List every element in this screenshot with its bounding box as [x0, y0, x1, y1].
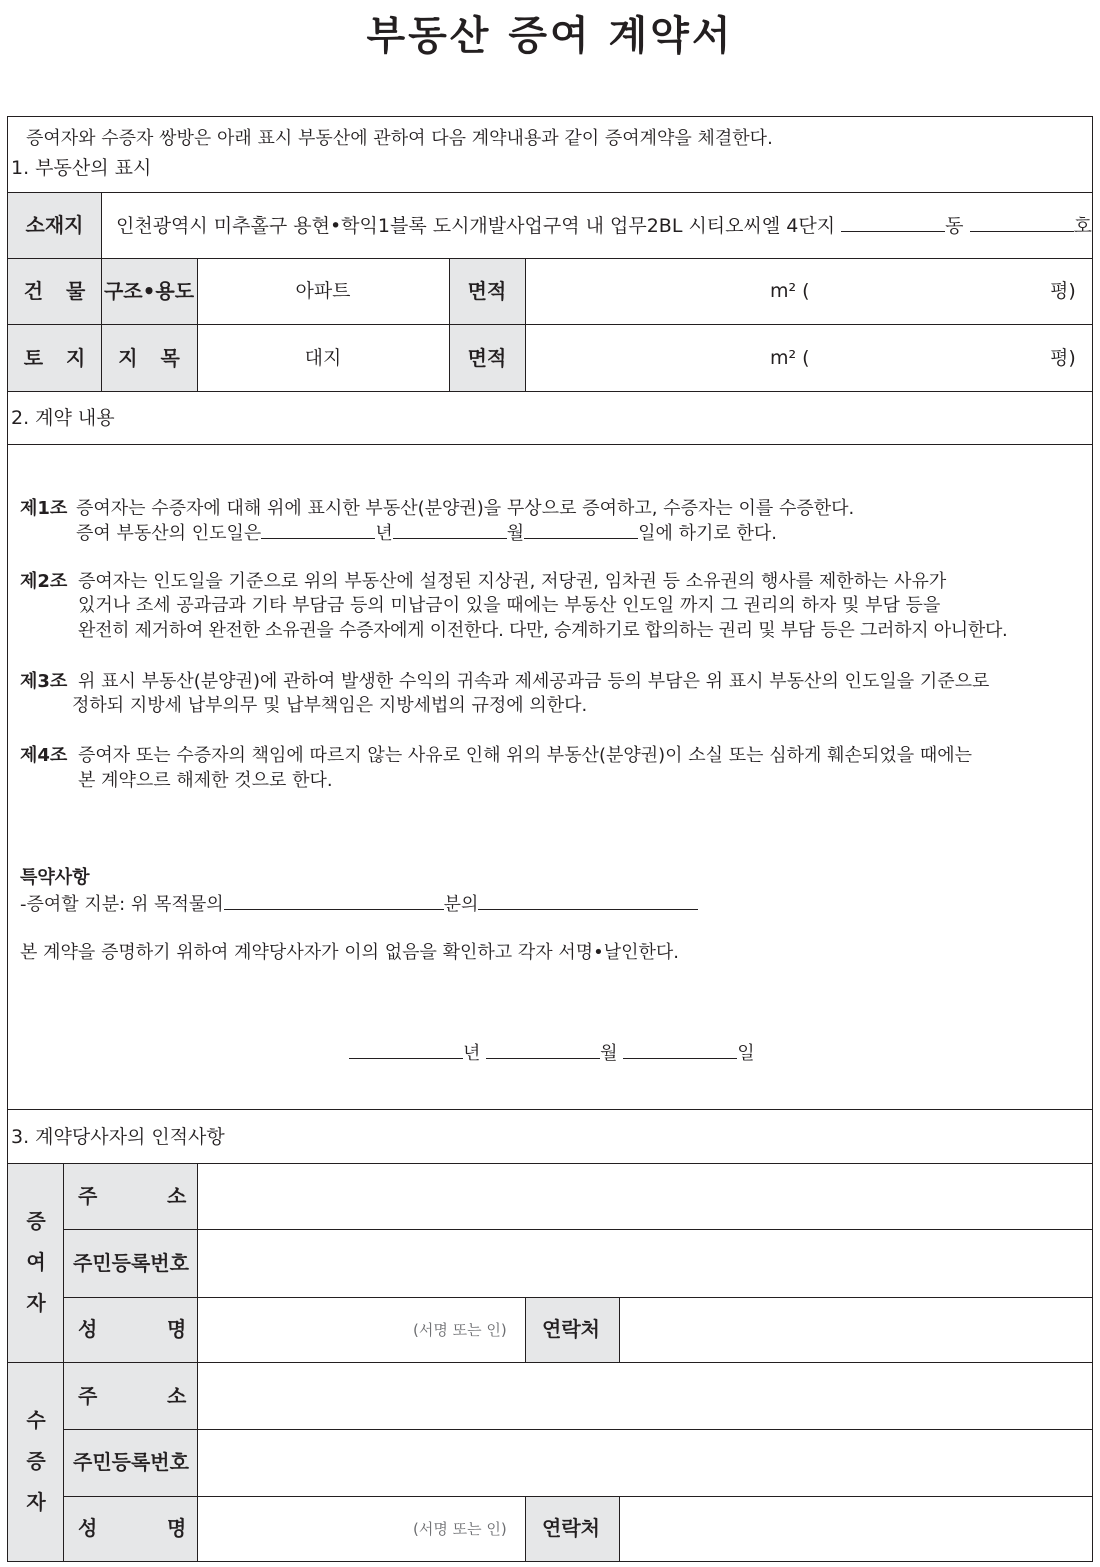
donor-address-label: 주 소	[78, 1184, 187, 1208]
contract-day-blank[interactable]	[623, 1041, 737, 1059]
donee-id-field[interactable]	[198, 1430, 1092, 1496]
land-area-label: 면적	[467, 346, 507, 370]
dong-blank[interactable]	[841, 214, 945, 232]
rule	[525, 1496, 526, 1561]
ho-suffix: 호	[1073, 215, 1092, 237]
intro-text: 증여자와 수증자 쌍방은 아래 표시 부동산에 관하여 다음 계약내용과 같이 증여계약을 체결한다.	[26, 128, 773, 149]
land-value: 대지	[304, 347, 342, 369]
donee-contact-label: 연락처	[542, 1516, 600, 1540]
closing-statement: 본 계약을 증명하기 위하여 계약당사자가 이의 없음을 확인하고 각자 서명•날인한다.	[20, 942, 680, 963]
handover-day-suffix: 일에 하기로 한다.	[638, 523, 777, 544]
share-numerator-blank[interactable]	[478, 892, 698, 910]
donor-char: 여	[26, 1250, 46, 1274]
donee-label	[8, 1400, 64, 1523]
article4-line2: 본 계약으르 해제한 것으로 한다.	[78, 770, 333, 791]
handover-year-blank[interactable]	[261, 521, 375, 539]
article1-label: 제1조	[20, 498, 68, 519]
article2-line3: 완전히 제거하여 완전한 소유권을 수증자에게 이전한다. 다만, 승계하기로 합의하는 권리 및 부담 등은 그러하지 아니한다.	[78, 620, 1008, 641]
donor-char: 증	[26, 1209, 46, 1233]
dong-suffix: 동	[945, 215, 964, 237]
article2-label: 제2조	[20, 571, 68, 592]
section1-heading: 1. 부동산의 표시	[11, 157, 152, 179]
article4-label: 제4조	[20, 745, 68, 766]
handover-month-blank[interactable]	[393, 521, 507, 539]
land-label: 토 지	[23, 346, 86, 370]
donor-id-field[interactable]	[198, 1230, 1092, 1297]
article2-line1: 증여자는 인도일을 기준으로 위의 부동산에 설정된 지상권, 저당권, 임차권 등 소유권의 행사를 제한하는 사유가	[78, 571, 947, 592]
rule	[7, 324, 1093, 325]
donor-id-label: 주민등록번호	[73, 1251, 189, 1275]
land-sub-label: 지 목	[118, 346, 180, 370]
donor-sign-hint: (서명 또는 인)	[413, 1321, 507, 1339]
share-denominator-blank[interactable]	[224, 892, 444, 910]
handover-prefix: 증여 부동산의 인도일은	[76, 523, 262, 544]
rule	[7, 444, 1093, 445]
rule	[7, 192, 1093, 193]
contract-year-blank[interactable]	[349, 1041, 463, 1059]
handover-month-suffix: 월	[506, 523, 525, 544]
donor-label	[8, 1201, 64, 1324]
rule	[197, 258, 198, 391]
rule	[449, 258, 450, 391]
article1-line1: 증여자는 수증자에 대해 위에 표시한 부동산(분양권)을 무상으로 증여하고, 수증자는 이를 수증한다.	[76, 498, 855, 519]
donor-contact-label: 연락처	[542, 1317, 600, 1341]
article2-line2: 있거나 조세 공과금과 기타 부담금 등의 미납금이 있을 때에는 부동산 인도일 까지 그 권리의 하자 및 부담 등을	[78, 595, 941, 616]
article4-line1: 증여자 또는 수증자의 책임에 따르지 않는 사유로 인해 위의 부동산(분양권)이 소실 또는 심하게 훼손되었을 때에는	[78, 745, 972, 766]
donor-name-label: 성 명	[78, 1317, 187, 1341]
donee-char: 수	[26, 1408, 46, 1432]
donee-char: 자	[26, 1490, 46, 1514]
donor-address-field[interactable]	[198, 1164, 1092, 1229]
donee-contact-field[interactable]	[620, 1497, 1092, 1561]
donee-address-field[interactable]	[198, 1363, 1092, 1429]
contract-month-blank[interactable]	[486, 1041, 600, 1059]
document-title: 부동산 증여 계약서	[366, 13, 734, 59]
building-label: 건 물	[23, 279, 86, 303]
special-terms-line	[20, 892, 698, 916]
article3-line1: 위 표시 부동산(분양권)에 관하여 발생한 수익의 귀속과 제세공과금 등의 부담은 위 표시 부동산의 인도일을 기준으로	[78, 671, 990, 692]
land-pyeong: 평)	[1050, 347, 1076, 369]
donee-id-label: 주민등록번호	[73, 1450, 189, 1474]
location-value	[116, 214, 1092, 237]
handover-year-suffix: 년	[375, 523, 393, 544]
handover-day-blank[interactable]	[524, 521, 638, 539]
donee-char: 증	[26, 1449, 46, 1473]
building-area-unit: m² (	[770, 280, 810, 302]
donee-address-label: 주 소	[78, 1384, 187, 1408]
rule	[7, 1109, 1093, 1110]
section3-heading: 3. 계약당사자의 인적사항	[11, 1126, 225, 1148]
location-label: 소재지	[25, 213, 84, 237]
ho-blank[interactable]	[970, 214, 1074, 232]
land-area-unit: m² (	[770, 347, 810, 369]
rule	[7, 391, 1093, 392]
building-area-label: 면적	[467, 279, 507, 303]
donor-char: 자	[26, 1291, 46, 1315]
contract-day-suffix: 일	[737, 1043, 755, 1064]
contract-month-suffix: 월	[600, 1043, 618, 1064]
article1-line2	[76, 521, 777, 545]
section2-heading: 2. 계약 내용	[11, 407, 115, 429]
donor-contact-field[interactable]	[620, 1298, 1092, 1362]
article3-label: 제3조	[20, 671, 68, 692]
share-mid: 분의	[443, 894, 479, 915]
special-terms-heading: 특약사항	[20, 867, 90, 888]
rule	[525, 1297, 526, 1362]
rule	[525, 258, 526, 391]
building-pyeong: 평)	[1050, 280, 1076, 302]
contract-year-suffix: 년	[463, 1043, 481, 1064]
share-prefix: -증여할 지분: 위 목적물의	[20, 894, 224, 915]
rule	[7, 258, 1093, 259]
building-value: 아파트	[295, 280, 351, 302]
donee-name-label: 성 명	[78, 1516, 187, 1540]
contract-date	[349, 1041, 755, 1065]
article3-line2: 정하되 지방세 납부의무 및 납부책임은 지방세법의 규정에 의한다.	[72, 695, 588, 716]
building-sub-label: 구조•용도	[103, 279, 195, 303]
donee-sign-hint: (서명 또는 인)	[413, 1520, 507, 1538]
location-address: 인천광역시 미추홀구 용현•학익1블록 도시개발사업구역 내 업무2BL 시티오씨엘 4단지	[116, 215, 836, 237]
